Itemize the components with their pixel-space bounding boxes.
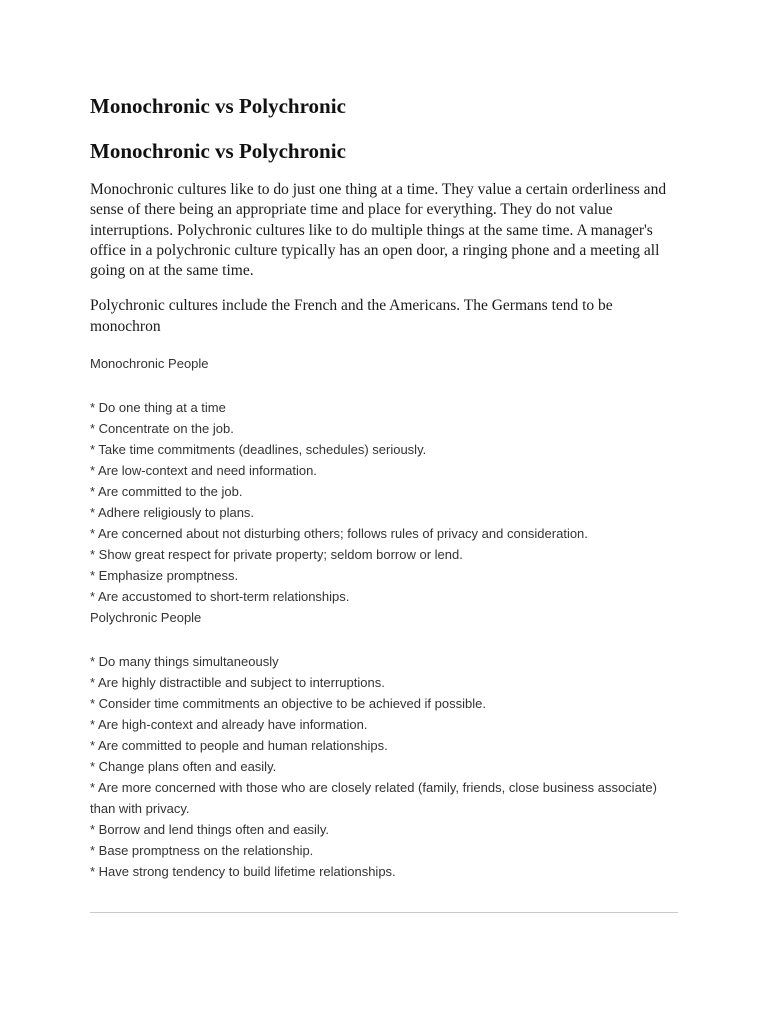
list-item: * Concentrate on the job. (90, 421, 234, 437)
polychronic-heading: Polychronic People (90, 610, 202, 626)
list-item: * Do many things simultaneously (90, 654, 279, 670)
list-item: * Take time commitments (deadlines, schedules) seriously. (90, 442, 427, 458)
document-body (90, 92, 680, 882)
intro-paragraph: Monochronic cultures like to do just one thing at a time. They value a certain orderliness and sense of there being an appropriate time and place for everything. They do not value interruptions. Polychronic cultures like to do multiple things at the same time. A manager's office in a polychronic culture typically has an open door, a ringing phone and a meeting all going on at the same time. (90, 181, 667, 280)
list-item: * Are concerned about not disturbing others; follows rules of privacy and consideration. (90, 526, 588, 542)
cultures-paragraph: Polychronic cultures include the French and the Americans. The Germans tend to be monochron (90, 297, 613, 335)
list-item: * Emphasize promptness. (90, 568, 239, 584)
monochronic-heading: Monochronic People (90, 356, 209, 372)
list-item: * Change plans often and easily. (90, 759, 277, 775)
list-item: * Are more concerned with those who are closely related (family, friends, close business associate) than with privacy. (90, 780, 657, 817)
list-item: * Show great respect for private property; seldom borrow or lend. (90, 547, 463, 563)
polychronic-list (90, 651, 680, 882)
list-item: * Do one thing at a time (90, 400, 226, 416)
list-item: * Are committed to people and human relationships. (90, 738, 388, 754)
list-item: * Are accustomed to short-term relationships. (90, 589, 350, 605)
list-item: * Borrow and lend things often and easily. (90, 822, 329, 838)
list-item: * Are committed to the job. (90, 484, 243, 500)
list-item: * Consider time commitments an objective to be achieved if possible. (90, 696, 486, 712)
list-item: * Have strong tendency to build lifetime relationships. (90, 864, 396, 880)
article-title: Monochronic vs Polychronic (90, 139, 346, 163)
list-item: * Are highly distractible and subject to interruptions. (90, 675, 385, 691)
divider (90, 912, 678, 913)
list-item: * Are low-context and need information. (90, 463, 317, 479)
list-item: * Adhere religiously to plans. (90, 505, 255, 521)
list-item: * Base promptness on the relationship. (90, 843, 314, 859)
list-item: * Are high-context and already have information. (90, 717, 368, 733)
page-title: Monochronic vs Polychronic (90, 94, 346, 118)
monochronic-list (90, 397, 680, 607)
